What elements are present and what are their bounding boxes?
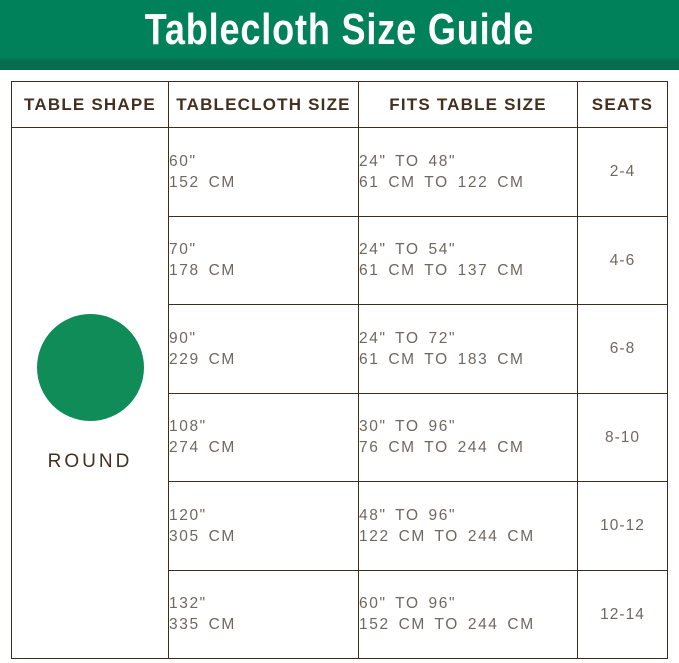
fits-inches: 24" TO 54" <box>359 241 457 259</box>
size-inches: 120" <box>169 506 207 524</box>
fits-size-cell <box>359 216 578 305</box>
fits-cm: 61 CM TO 183 CM <box>359 350 525 368</box>
seats-cell: 6-8 <box>578 305 668 394</box>
seats-cell: 12-14 <box>578 570 668 659</box>
seats-cell: 8-10 <box>578 393 668 482</box>
header-seats: SEATS <box>578 82 668 128</box>
size-inches: 108" <box>169 418 207 436</box>
tablecloth-size-cell <box>169 305 359 394</box>
fits-size-cell <box>359 393 578 482</box>
tablecloth-size-cell <box>169 482 359 571</box>
size-inches: 90" <box>169 329 197 347</box>
size-cm: 305 CM <box>169 527 236 545</box>
size-cm: 229 CM <box>169 350 236 368</box>
tablecloth-size-cell <box>169 128 359 217</box>
shape-label: ROUND <box>47 450 133 472</box>
shape-stack <box>12 314 168 473</box>
fits-cm: 61 CM TO 122 CM <box>359 173 525 191</box>
size-inches: 60" <box>169 152 197 170</box>
seats-cell: 10-12 <box>578 482 668 571</box>
size-inches: 132" <box>169 595 207 613</box>
seats-cell: 2-4 <box>578 128 668 217</box>
size-cm: 335 CM <box>169 616 236 634</box>
round-table-icon <box>37 314 144 421</box>
tablecloth-size-cell <box>169 216 359 305</box>
tablecloth-size-cell <box>169 570 359 659</box>
fits-cm: 122 CM TO 244 CM <box>359 527 535 545</box>
fits-cm: 152 CM TO 244 CM <box>359 616 535 634</box>
seats-cell: 4-6 <box>578 216 668 305</box>
fits-inches: 60" TO 96" <box>359 595 457 613</box>
size-guide-table <box>11 81 668 659</box>
size-cm: 152 CM <box>169 173 236 191</box>
fits-inches: 30" TO 96" <box>359 418 457 436</box>
shape-cell <box>12 128 169 659</box>
fits-size-cell <box>359 482 578 571</box>
fits-cm: 76 CM TO 244 CM <box>359 439 525 457</box>
title-banner <box>0 0 679 70</box>
fits-size-cell <box>359 128 578 217</box>
fits-inches: 24" TO 48" <box>359 152 457 170</box>
header-table-shape: TABLE SHAPE <box>12 82 169 128</box>
header-fits-table-size: FITS TABLE SIZE <box>359 82 578 128</box>
size-cm: 274 CM <box>169 439 236 457</box>
fits-inches: 48" TO 96" <box>359 506 457 524</box>
page-title: Tablecloth Size Guide <box>144 5 535 54</box>
size-inches: 70" <box>169 241 197 259</box>
table-row <box>12 128 668 217</box>
fits-size-cell <box>359 570 578 659</box>
fits-cm: 61 CM TO 137 CM <box>359 262 525 280</box>
fits-size-cell <box>359 305 578 394</box>
fits-inches: 24" TO 72" <box>359 329 457 347</box>
header-row <box>12 82 668 128</box>
tablecloth-size-cell <box>169 393 359 482</box>
header-tablecloth-size: TABLECLOTH SIZE <box>169 82 359 128</box>
size-cm: 178 CM <box>169 262 236 280</box>
